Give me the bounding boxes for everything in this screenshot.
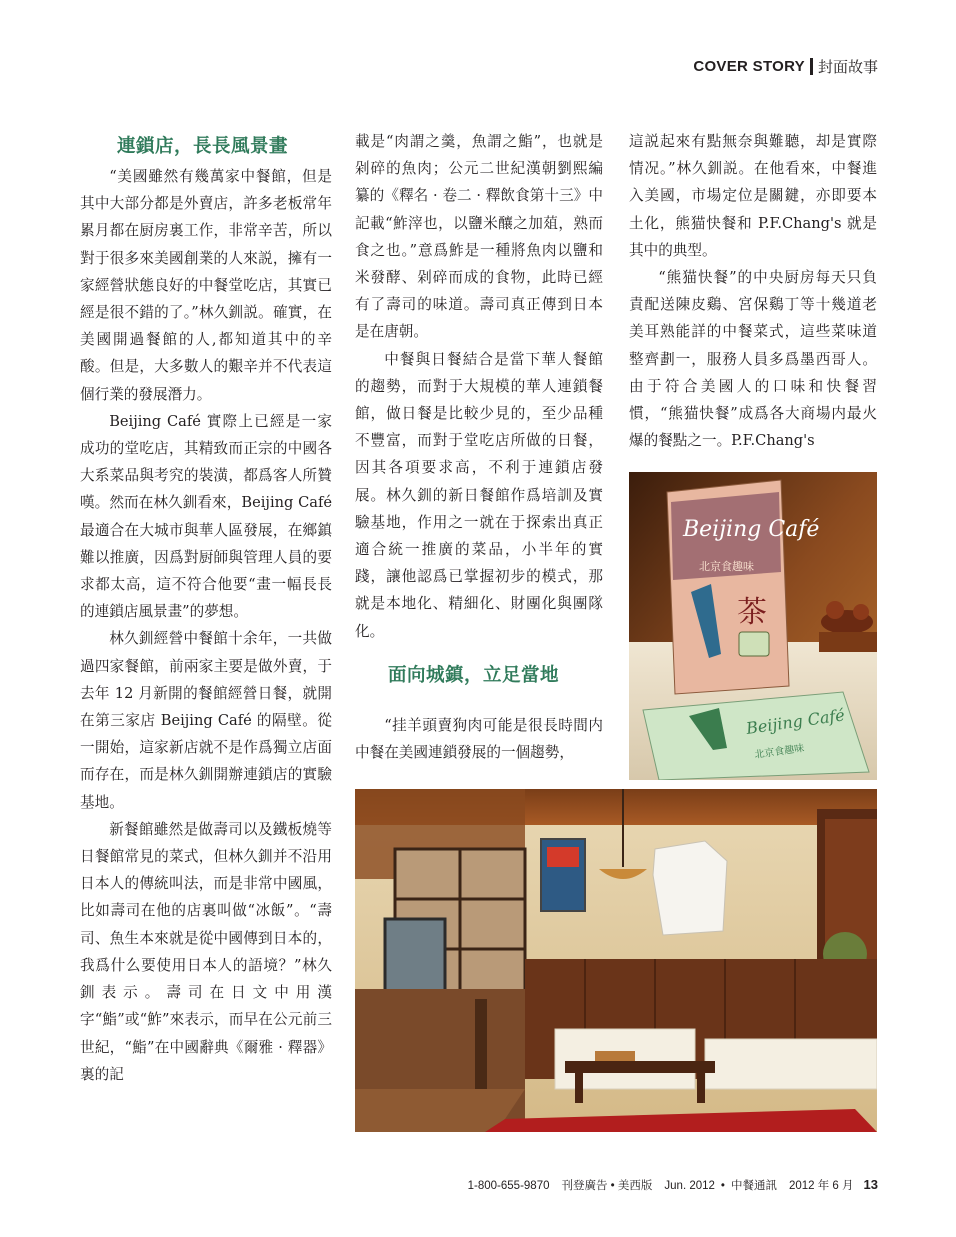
menu-subtitle-bottom: 北京食趣味 <box>753 743 805 761</box>
paragraph: 這説起來有點無奈與難聽，却是實際情况。”林久釧説。在他看來，中餐進入美國，市場定位是關鍵，亦即要本土化，熊猫快餐和 P.F.Chang's 就是其中的典型。 <box>629 133 877 259</box>
paragraph: 載是“肉謂之羹，魚謂之鮨”，也就是剁碎的魚肉；公元二世紀漢朝劉熙編纂的《釋名 · 卷二 · 釋飲食第十三》中記載“鮓滓也，以鹽米釀之加葅，熟而食之也。”意爲鮓是一種將魚肉以鹽和米發酵、剁碎而成的食物，此時已經有了壽司的味道。壽司真正傳到日本是在唐朝。 <box>355 133 603 341</box>
footer-date-en: Jun. 2012 <box>664 1180 715 1192</box>
menu-subtitle-top: 北京食趣味 <box>699 560 754 573</box>
menu-photo <box>629 472 877 780</box>
section-header <box>693 56 878 77</box>
subheading-chain-stores: 連鎖店，長長風景畫 <box>117 136 289 157</box>
page-footer <box>468 1177 878 1193</box>
paragraph: 中餐與日餐結合是當下華人餐館的趨勢，而對于大規模的華人連鎖餐館，做日餐是比較少見的，至少品種不豐富，而對于堂吃店所做的日餐，因其各項要求高，不利于連鎖店發展。林久釧的新日餐館作爲培訓及實驗基地，作用之一就在于探索出真正適合統一推廣的菜品，小半年的實踐，讓他認爲已掌握初步的模式，那就是本地化、精細化、財團化與團隊化。 <box>355 350 603 640</box>
section-title-zh: 封面故事 <box>817 58 878 76</box>
article-column-3 <box>629 128 877 454</box>
page-number: 13 <box>863 1177 878 1192</box>
menu-logo-bottom: Beijing Café <box>744 705 846 738</box>
paragraph: 林久釧經營中餐館十余年，一共做過四家餐館，前兩家主要是做外賣，于去年 12 月新開的餐館經營日餐，就開在第三家店 Beijing Café 的隔壁。從一開始，這家新店就不是作爲獨立店面而存在，而是林久釧開辦連鎖店的實驗基地。 <box>80 630 332 811</box>
paragraph: “熊猫快餐”的中央厨房每天只負責配送陳皮鷄、宮保鷄丁等十幾道老美耳熟能詳的中餐菜式，這些菜味道整齊劃一，服務人員多爲墨西哥人。由于符合美國人的口味和快餐習慣，“熊猫快餐”成爲各大商場内最火爆的餐點之一。P.F.Chang's <box>629 269 877 450</box>
article-column-2 <box>355 128 603 645</box>
paragraph: 新餐館雖然是做壽司以及鐵板燒等日餐館常見的菜式，但林久釧并不沿用日本人的傳統叫法，而是非常中國風，比如壽司在他的店裏叫做“冰飯”。“壽司、魚生本來就是從中國傳到日本的，我爲什么要使用日本人的語境？”林久釧表示。壽司在日文中用漢字“鮨”或“鮓”來表示，而早在公元前三世紀，“鮨”在中國辭典《爾雅 · 釋器》裏的記 <box>80 820 332 1083</box>
footer-date-zh: 2012 年 6 月 <box>788 1180 854 1192</box>
paragraph: “美國雖然有幾萬家中餐館，但是其中大部分都是外賣店，許多老板常年累月都在厨房裏工作，非常辛苦，所以對于很多來美國創業的人來説，擁有一家經營狀態良好的中餐堂吃店，其實已經是很不錯的了。”林久釧説。確實，在美國開過餐館的人,都知道其中的辛酸。但是，大多數人的艱辛并不代表這個行業的發展潛力。 <box>80 168 332 403</box>
footer-magazine: 中餐通訊 <box>730 1180 777 1192</box>
paragraph: “挂羊頭賣狗肉可能是很長時間内中餐在美國連鎖發展的一個趨勢， <box>355 717 603 762</box>
section-title-en: COVER STORY <box>693 58 805 75</box>
header-divider <box>810 58 813 75</box>
paragraph: Beijing Café 實際上已經是一家成功的堂吃店，其精致而正宗的中國各大系菜品與考究的裝潢，都爲客人所贊嘆。然而在林久釧看來，Beijing Café 最適合在大城市與華人區發展，在鄉鎮難以推廣，因爲對厨師與管理人員的要求都太高，這不符合他要“畫一幅長長的連鎖店風景畫”的夢想。 <box>80 412 332 621</box>
subheading-localization: 面向城鎮，立足當地 <box>388 665 560 686</box>
article-column-1 <box>80 163 332 1088</box>
menu-logo-top: Beijing Café <box>683 517 820 542</box>
footer-ad: 刊登廣告 • 美西版 <box>561 1180 653 1192</box>
restaurant-interior-photo <box>355 789 877 1132</box>
footer-phone: 1-800-655-9870 <box>467 1180 550 1192</box>
menu-tea-character: 茶 <box>737 595 767 630</box>
article-column-2-continued <box>355 712 603 766</box>
footer-bullet: • <box>720 1180 725 1192</box>
